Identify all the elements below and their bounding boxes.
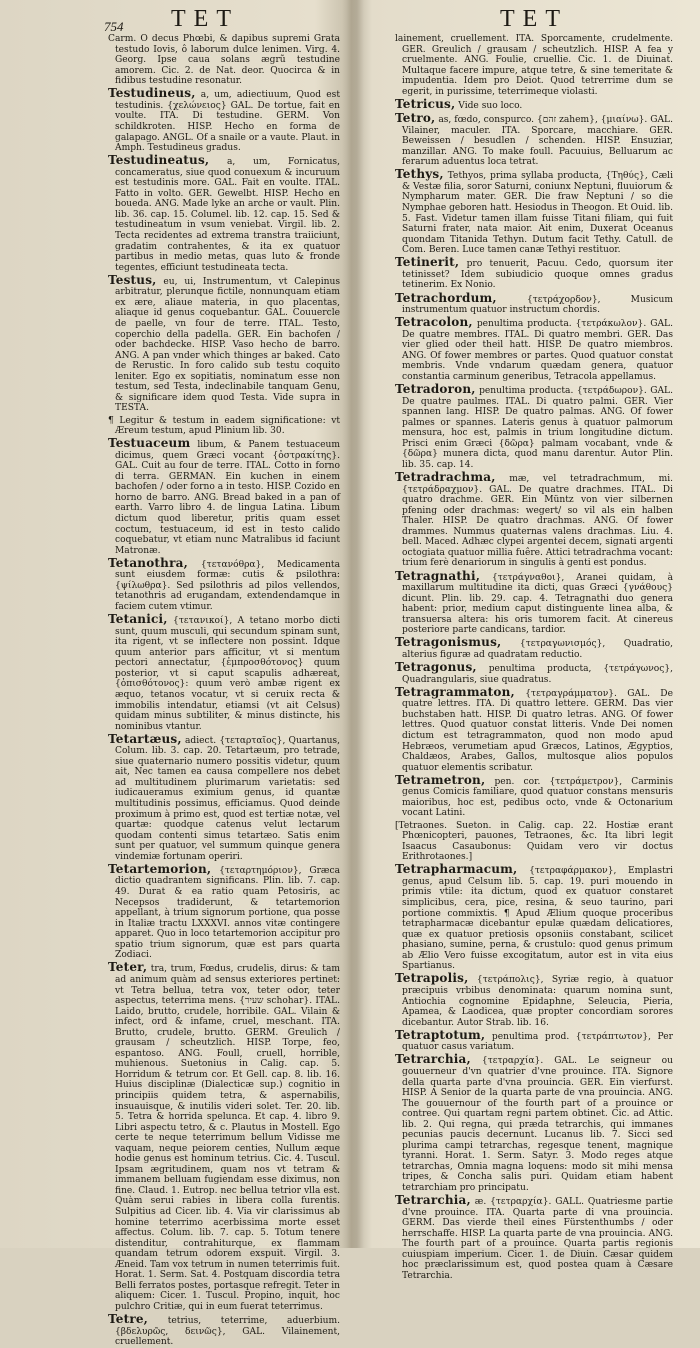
dictionary-entry xyxy=(108,88,340,153)
dictionary-entry xyxy=(395,864,673,971)
dictionary-entry xyxy=(108,1314,340,1348)
dictionary-entry xyxy=(395,973,673,1028)
entry-headword: Tetrapolis, xyxy=(395,971,469,986)
entry-text: tra, trum, Fœdus, crudelis, dirus: & tam ad animum quàm ad sensus exteriores pertinet: vt Tetra bellua, tetra vox, teter odor, teter aspectus, teterrima mens. {שעיר schohar}. ITAL. Laido, brutto, crudele, horribile. GAL. Vilain & infect, ord & infame, cruel, meschant. ITA. Brutto, crudele, brutto. GERM. Greulich / grausam / scheutzlich. HISP. Torpe, feo, espantoso. ANG. Foull, cruell, horrible, muhienous. Suetonius in Calig. cap. 5. Horridum & tetrum cor. Et Gell. cap. 8. lib. 16. Huius disciplinæ (Dialecticæ sup.) cognitio in principiis quidem tetra, & aspernabilis, insuauisque, & inutilis videri solet. Ter. 20. lib. 5. Tetra & horrida spelunca. Et cap. 4. libro 9. Libri aspectu tetro, & c. Plautus in Mostell. Ego certe te neque teterrimum bellum Vidisse me vaquam, neque peiorem centies, Nullum æque hodie genus est hominum tetrius. Cic. 4. Tuscul. Ipsam ægritudinem, quam nos vt tetram & immanem belluam fugiendam esse diximus, non fine. Claud. 1. Eutrop. nec bellua tetrior vlla est. Quàm serui rabies in libera colla furentis. Sulpitius ad Cicer. lib. 4. Via vir clarissimus ab homine teterrimo acerbissima morte esset affectus. Colum. lib. 7. cap. 5. Totum tenere distenditur, contrahiturque, ex flammam quandam tetrum odorem exspuit. Virgil. 3. Æneid. Tam vox tetrum in numen teterrimis fuit. Horat. 1. Serm. Sat. 4. Postquam discordia tetra Belli ferratos postes, portasque refregit. Teter in aliquem: Cicer. 1. Tuscul. Propino, inquit, hoc pulchro Critiæ, qui in eum fuerat teterrimus. xyxy=(115,964,340,1312)
entry-text: mæ, vel tetradrachmum, mi. {τετράδραχμον}. GAL. De quatre drachmes. ITAL. Di quatro drachme. GER. Ein Müntz von vier silbernen pfening oder drachmas: wegert/ so vil als ein halben Thaler. HISP. De quatro drachmas. ANG. Of fower drammes. Nummus quaternas valens drachmas. Liu. 4. bell. Maced. Adhæc clypei argentei decem, signati argenti octogiata quatuor millia fuêre. Attici tetradrachma vocant: trium ferè denariorum in singulis à genti est pondus. xyxy=(402,474,673,569)
entry-headword: Tetraptotum, xyxy=(395,1027,486,1042)
dictionary-entry xyxy=(395,472,673,569)
entry-headword: Tetre, xyxy=(108,1312,149,1327)
entry-text: pen. cor. {τετράμετρον}, Carminis genus Comicis familiare, quod quatuor constans mensuris maioribus, hoc est, pedibus octo, vnde & Octonarium vocant Latini. xyxy=(402,776,673,819)
dictionary-entry xyxy=(108,34,340,87)
book-gutter-shadow xyxy=(342,0,372,1248)
entry-text: Carm. O decus Phœbi, & dapibus supremi Grata testudo Iovis, ô laborum dulce lenimen. Virg. 4. Georg. Ipse caua solans ægrũ testudine amorem. Cic. 2. de Nat. deor. Quocirca & in fidibus testudine resonatur. xyxy=(108,34,340,87)
dictionary-entry xyxy=(395,34,673,97)
entry-text: {τετραφάρμακον}, Emplastri genus, apud Celsum lib. 5. cap. 19. puri mouendo in primis vtile: ita dictum, quod ex quatuor constaret simplicibus, cera, pice, resina, & seuo taurino, pari portione commixtis. ¶ Apud Ælium quoque proceribus tetrapharmacæ dicebantur epulæ quædam delicatiores, quæ ex quatuor pretiosis opsoniis constabant, scilicet phasiano, sumine, perna, & crustulo: quod genus primum ab Ælio Vero fuisse excogitatum, autor est in vita eius Spartianus. xyxy=(402,866,673,972)
entry-text: a, um, Fornicatus, concameratus, siue quod conuexum & incuruum est testudinis more. GAL. Fait en voulte. ITAL. Fatto in volto. GER. Gewelbt. HISP. Hecho en boueda. ANG. Made lyke an arche or vault. Plin. lib. 36. cap. 15. Columel. lib. 12. cap. 15. Sed & testudineatum in vsum veniebat. Virgil. lib. 2. Tecta recidentes ad extrema transtra traiiciunt, gradatim contrahentes, & ita ex quatuor partibus in medio metas, quas luto & fronde tegentes, efficiunt testudineata tecta. xyxy=(115,157,340,273)
dictionary-entry xyxy=(395,96,673,112)
entry-headword: Tetro, xyxy=(395,111,436,126)
dictionary-entry xyxy=(395,821,673,863)
dictionary-entry xyxy=(395,290,673,316)
entry-headword: Testudineus, xyxy=(108,86,196,101)
entry-headword: Tetradoron, xyxy=(395,382,476,397)
dictionary-entry xyxy=(108,614,340,732)
entry-headword: Tetinerit, xyxy=(395,255,460,270)
dictionary-entry xyxy=(395,257,673,291)
entry-headword: Tetrarchia, xyxy=(395,1193,471,1208)
entry-text: {τετραγράμματον}. GAL. De quatre lettres. ITA. Di quattro lettere. GERM. Das vier buchstaben hatt. HISP. Di quatro letras. ANG. Of fower lettres. Quod quatuor constat litteris. Vnde Dei nomen dictum est tetragrammaton, quod non modo apud Hebræos, verumetiam apud Græcos, Latinos, Ægyptios, Chaldæos, Arabes, Gallos, multosque alios populos quatuor elementis scribatur. xyxy=(402,688,673,773)
entry-headword: Tetragrammaton, xyxy=(395,684,515,699)
entry-headword: Tetrachordum, xyxy=(395,290,497,305)
entry-headword: Tetanothra, xyxy=(108,555,188,570)
dictionary-entry xyxy=(395,113,673,168)
entry-headword: Tethys, xyxy=(395,167,444,182)
entry-text: {τεταρτημόριον}, Græca dictio quadrantem significans. Plin. lib. 7. cap. 49. Durat & ea ratio quam Petosiris, ac Necepsos tradiderunt, & tetartemorion appellant, à trium signorum portione, qua posse in Italiæ tractu LXXXVI. annos vitæ contingere apparet. Quo in loco tetartemorion accipitur pro spatio trium signorum, quæ est pars quarta Zodiaci. xyxy=(115,865,340,961)
dictionary-entry xyxy=(108,155,340,273)
entry-headword: Tetragnathi, xyxy=(395,568,481,583)
dictionary-entry xyxy=(395,1195,673,1281)
entry-headword: Tetartemorion, xyxy=(108,861,212,876)
right-running-head: TET xyxy=(500,6,568,32)
entry-text: {τετανικοί}, A tetano morbo dicti sunt, quum musculi, qui secundum spinam sunt, ita rigent, vt se inflectere non possint. Idque quum anterior pars afficitur, vt si mentum pectori annectatur, {ἐμπροσθότονος} quum posterior, vt si caput scapulis adhæreat, {ὀπισθότονος}: quum verò ambæ rigent ex æquo, tetanos vocatur, vt si ceruix recta & immobilis intendatur, etiamsi (vt ait Celsus) quidam minus subtiliter, & minus distincte, his nominibus vtantur. xyxy=(115,616,340,732)
dictionary-entry xyxy=(395,772,673,819)
entry-text: tetrius, teterrime, aduerbium. {βδελυρῶς, δεινῶς}, GAL. Vilainement, cruellement. xyxy=(115,1316,340,1348)
entry-text: ¶ Legitur & testum in eadem significatione: vt Æreum testum, apud Plinium lib. 30. xyxy=(108,415,340,437)
entry-headword: Tetradrachma, xyxy=(395,470,496,485)
dictionary-entry xyxy=(395,637,673,660)
entry-headword: Tetanici, xyxy=(108,612,168,627)
entry-text: eu, ui, Instrumentum, vt Calepinus arbitratur, plerunque fictile, nonnunquam etiam ex ære, aliaue materia, in quo placentas, aliaque id genus coquebantur. GAL. Couuercle de paelle, vn four de terre. ITAL. Testo, coperchio della padella. GER. Ein bachofen / oder bachdecke. HISP. Vaso hecho de barro. ANG. A pan vnder which thinges ar baked. Cato de Rerustic. In foro calido sub testu coquito leniter. Ego ex sopitiatis, nominatum esse non testum, sed Testa, indeclinabile tanquam Genu, & significare idem quod Testa. Vide supra in TESTA. xyxy=(115,276,340,414)
entry-text: {τετράπολις}, Syriæ regio, à quatuor præcipuis vrbibus denominata: quarum nomina sunt, Antiochia cognomine Epidaphne, Seleucia, Pieria, Apamea, & Laodicea, quæ propter concordiam sorores dicebantur. Autor Strab. lib. 16. xyxy=(402,975,673,1028)
dictionary-entry xyxy=(108,416,340,437)
entry-text: {τετράχορδον}, Musicum instrumentum quatuor instructum chordis. xyxy=(402,294,673,316)
entry-text: [Tetraones. Sueton. in Calig. cap. 22. Hostiæ erant Phœnicopteri, pauones, Tetraones, &c. Ita libri legit Isaacus Casaubonus: Quidam vero vir doctus Erithrotaones.] xyxy=(395,820,673,863)
entry-text: as, fœdo, conspurco. {זהם zahem}, {μιαίνω}. GAL. Vilainer, maculer. ITA. Sporcare, macchiare. GER. Beweissen / besudlen / schenden. HISP. Ensuziar, manzillar. ANG. To make foull. Pacuuius, Belluarum ac ferarum aduentus loca tetrat. xyxy=(402,115,673,168)
entry-headword: Tetracolon, xyxy=(395,315,473,330)
left-column xyxy=(108,34,340,1348)
dictionary-entry xyxy=(395,568,673,636)
dictionary-entry xyxy=(395,1054,673,1193)
entry-text: penultima prod. {τετράπτωτον}, Per quatuor casus variatum. xyxy=(402,1031,673,1053)
dictionary-entry xyxy=(395,1027,673,1053)
entry-headword: Testudineatus, xyxy=(108,153,210,168)
dictionary-entry xyxy=(395,317,673,382)
left-running-head xyxy=(104,6,340,34)
entry-headword: Tetragonus, xyxy=(395,660,477,675)
entry-text: {τετανόθρα}, Medicamenta sunt eiusdem formæ: cutis & psilothra: {ψίλωθρα}. Sed psilothris ad pilos vellendos, tetanothris ad erugandam, extendendamque in faciem cutem vtimur. xyxy=(115,559,340,612)
entry-headword: Testus, xyxy=(108,272,157,287)
entry-text: libum, & Panem testuaceum dicimus, quem Græci vocant {ὀστρακίτης}. GAL. Cuit au four de terre. ITAL. Cotto in forno di terra. GERMAN. Ein kuchen in einem bachofen / oder forno a in testo. HISP. Cozido en horno de barro. ANG. Bread baked in a pan of earth. Varro libro 4. de lingua Latina. Libum dictum quod liberetur, pritis quam esset coctum, testuaceum, id est in testo calido coquebatur, vt etiam nunc Matralibus id faciunt Matronæ. xyxy=(115,440,340,556)
entry-headword: Tetrarchia, xyxy=(395,1052,471,1067)
right-column xyxy=(395,34,673,1281)
entry-text: penultima producta. {τετράδωρον}. GAL. De quatre paulmes. ITAL. Di quatro palmi. GER. Vier spannen lang. HISP. De quatro palmas. ANG. Of fower palmes or spannes. Lateris genus à quatuor palmorum mensura, hoc est, palmis in trium longitudine dictum. Prisci enim Græci {δῶρα} palmam vocabant, vnde & {δῶρα} munera dicta, quod manu darentur. Autor Plin. lib. 35. cap. 14. xyxy=(402,386,673,470)
dictionary-entry xyxy=(108,555,340,613)
entry-headword: Testuaceum xyxy=(108,436,191,451)
dictionary-entry xyxy=(108,861,340,961)
dictionary-entry xyxy=(395,662,673,685)
dictionary-entry xyxy=(395,169,673,255)
entry-headword: Teter, xyxy=(108,960,148,975)
dictionary-entry xyxy=(108,438,340,556)
entry-text: {τετράγναθοι}, Aranei quidam, à maxillarum multitudine ita dicti, quas Græci {γνάθους} dicunt. Plin. lib. 29. cap. 4. Tetragnathi duo genera habent: prior, medium caput distinguente linea alba, & transuersa altera: his oris tumorem facit. At cinereus posteriore parte candicans, tardior. xyxy=(402,572,673,636)
entry-headword: Tetrapharmacum, xyxy=(395,862,518,877)
entry-text: lainement, cruellement. ITA. Sporcamente, crudelmente. GER. Greulich / grausam / scheutzlich. HISP. A fea y cruelmente. ANG. Foulie, cruellie. Cic. 1. de Diuinat. Multaque facere impure, atque tetre, & sine temeritate & impudentia. Idem pro Deiot. Quod tetrerrime dum se egerit, in purissime, teterrimeque violasti. xyxy=(395,34,673,97)
entry-headword: Tetricus, xyxy=(395,96,456,111)
dictionary-entry xyxy=(108,962,340,1312)
entry-text: Vide suo loco. xyxy=(458,100,523,111)
entry-text: æ. {τετραρχία}. GALL. Quatriesme partie d'vne prouince. ITA. Quarta parte di vna prouincia. GERM. Das vierde theil eines Fürstenthumbs / oder herrschaffe. HISP. La quarta parte de vna prouincia. ANG. The fourth part of a prouince. Quarta partis regionis cuiuspiam imperium. Cicer. 1. de Diuin. Cæsar quidem hoc præclarissimum est, quod postea quam à Cæsare Tetrarchia. xyxy=(402,1197,673,1281)
dictionary-entry xyxy=(395,384,673,470)
dictionary-entry xyxy=(108,272,340,414)
entry-text: {τετραρχία}. GAL. Le seigneur ou gouuerneur d'vn quatrier d'vne prouince. ITA. Signore della quarta parte d'vna prouincia. GER. Ein vierfurst. HISP. A Senior de la quarta parte de vna prouincia. ANG. The gouuernour of the fourth part of a prouince or contree. Qui quartam regni partem obtinet. Cic. ad Attic. lib. 2. Qui regna, qui præda tetrarchis, qui immanes pecunias paucis decernunt. Lucanus lib. 7. Sicci sed plurima campi tetrarchas, regesque tenent, magnique tyranni. Horat. 1. Serm. Satyr. 3. Modo reges atque tetrarchas, Omnia magna loquens: modo sit mihi mensa tripes, & Concha salis puri. Quidam etiam habent tetrarchiam pro principatu. xyxy=(402,1056,673,1194)
entry-text: a, um, adiectiuum, Quod est testudinis. {χελώνειος} GAL. De tortue, fait en voulte. ITA. Di testudine. GERM. Von schildkroten. HISP. Hecho en forma de galapago. ANGL. Of a snaile or a vaute. Plaut. in Amph. Testudineus gradus. xyxy=(115,90,340,154)
entry-headword: Tetragonismus, xyxy=(395,635,502,650)
entry-text: pro tenuerit, Pacuu. Cedo, quorsum iter tetinisset? Idem subiudicio quoque omnes gradus tetinerim. Ex Nonio. xyxy=(402,259,673,291)
dictionary-entry xyxy=(395,684,673,773)
page-number: 754 xyxy=(104,19,124,34)
entry-text: {τετραγωνισμός}, Quadratio, alterius figuræ ad quadratam reductio. xyxy=(402,639,673,661)
entry-text: Tethyos, prima syllaba producta, {Τηθύς}, Cæli & Vestæ filia, soror Saturni, coniunx Neptuni, fluuiorum & Nympharum mater. GER. Die fraw Neptuni / so die Nymphae geboren hatt. Hesiodus in Theogon. Et Ouid. lib. 5. Fast. Videtur tamen illam fuisse Titani filiam, qui fuit Saturni frater, nata maior. Ait enim, Duxerat Oceanus quondam Titanida Tethyn. Dutum facit Tethy. Catull. de Com. Beren. Luce tamen canæ Tethyi restituor. xyxy=(402,171,673,256)
entry-text: penultima producta, {τετράγωνος}, Quadrangularis, siue quadratus. xyxy=(402,664,673,685)
entry-text: adiect. {τεταρταῖος}, Quartanus, Colum. lib. 3. cap. 20. Tetartæum, pro tetrade, siue quaternario numero possitis videtur, quum ait, Nec tamen ea causa compellere nos debet ad multitudinem plurimarum varietatis: sed iudicaueramus eximium genus, id quantæ multitudinis possimus, efficiamus. Quod deinde proximum à primo est, quod est tertiæ notæ, vel quartæ: quodque catenus velut lectarum quodam contenti simus tetartæo. Satis enim sunt per quatuor, vel summum quinque genera vindemiæ fortunam operiri. xyxy=(115,735,340,862)
entry-headword: Tetartæus, xyxy=(108,731,182,746)
entry-text: penultima producta. {τετράκωλον}. GAL. De quatre membres. ITAL. Di quatro membri. GER. Das vier glied oder theil hatt. HISP. De quatro miembros. ANG. Of fower membres or partes. Quod quatuor constat membris. Vnde vndarum quædam genera, quatuor constantia carminum generibus, Tetracola appellamus. xyxy=(402,319,673,382)
entry-headword: Tetrametron, xyxy=(395,772,486,787)
left-head-word: TET xyxy=(171,6,239,32)
dictionary-entry xyxy=(108,731,340,863)
